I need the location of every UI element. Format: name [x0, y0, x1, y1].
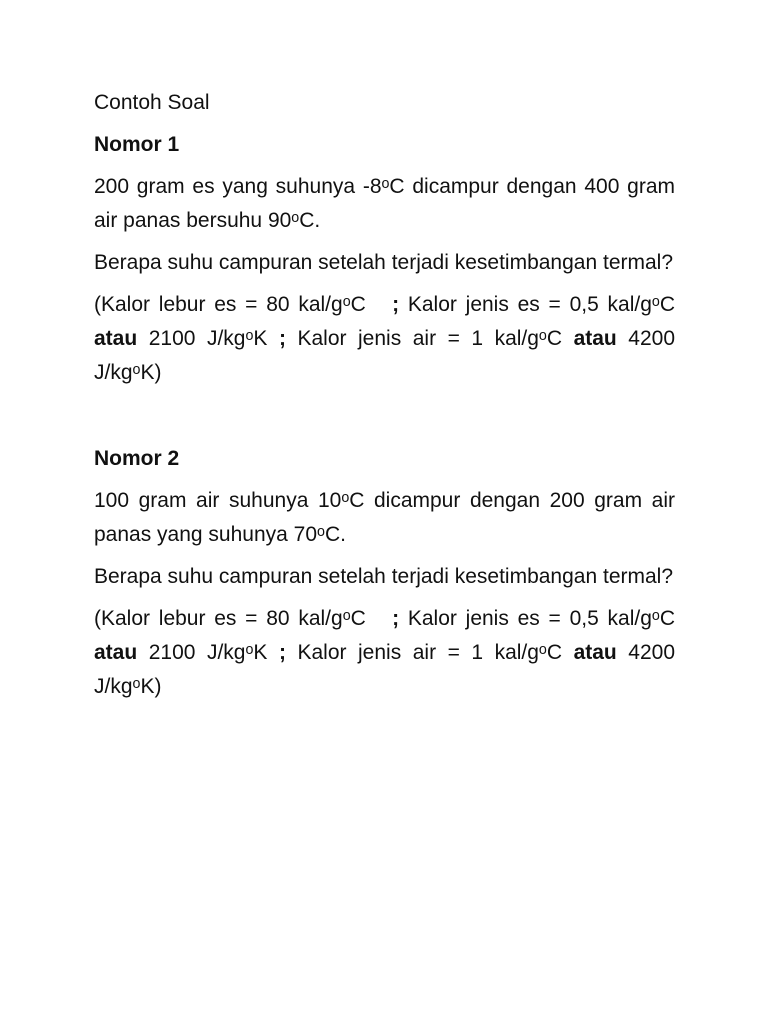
- constant-latent-heat: (Kalor lebur es = 80 kal/gᵒC: [94, 607, 366, 630]
- problem-2: [94, 442, 675, 704]
- problem-heading: Nomor 2: [94, 447, 180, 470]
- problem-heading: Nomor 1: [94, 133, 180, 156]
- constant-specific-heat-ice: Kalor jenis es = 0,5 kal/gᵒC: [407, 607, 675, 630]
- constant-specific-heat-ice-si: 2100 J/kgᵒK: [148, 641, 268, 664]
- problem-constants: [94, 602, 675, 704]
- problem-statement: 200 gram es yang suhunya -8ᵒC dicampur dengan 400 gram air panas bersuhu 90ᵒC.: [94, 175, 675, 232]
- problem-constants: [94, 288, 675, 390]
- constant-specific-heat-water: Kalor jenis air = 1 kal/gᵒC: [297, 327, 563, 350]
- problem-question: Berapa suhu campuran setelah terjadi kesetimbangan termal?: [94, 565, 674, 588]
- constant-latent-heat: (Kalor lebur es = 80 kal/gᵒC: [94, 293, 366, 316]
- separator: ;: [278, 641, 286, 664]
- spacer: [94, 398, 675, 442]
- or-word: atau: [573, 327, 617, 350]
- constant-specific-heat-ice: Kalor jenis es = 0,5 kal/gᵒC: [407, 293, 675, 316]
- or-word: atau: [94, 327, 138, 350]
- or-word: atau: [573, 641, 617, 664]
- separator: ;: [278, 327, 286, 350]
- constant-specific-heat-water-si: 4200 J/kgᵒK): [94, 641, 675, 698]
- document-page: [94, 86, 675, 712]
- document-title: Contoh Soal: [94, 91, 210, 114]
- problem-1: [94, 128, 675, 390]
- separator: ;: [392, 607, 400, 630]
- problem-question: Berapa suhu campuran setelah terjadi kesetimbangan termal?: [94, 251, 674, 274]
- problem-statement: 100 gram air suhunya 10ᵒC dicampur dengan 200 gram air panas yang suhunya 70ᵒC.: [94, 489, 675, 546]
- constant-specific-heat-water-si: 4200 J/kgᵒK): [94, 327, 675, 384]
- constant-specific-heat-ice-si: 2100 J/kgᵒK: [148, 327, 268, 350]
- or-word: atau: [94, 641, 138, 664]
- separator: ;: [392, 293, 400, 316]
- constant-specific-heat-water: Kalor jenis air = 1 kal/gᵒC: [297, 641, 563, 664]
